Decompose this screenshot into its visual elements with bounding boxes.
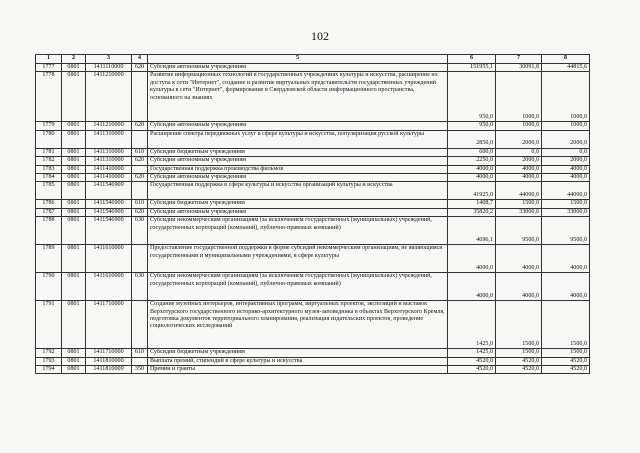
table-row [36, 273, 590, 301]
value-col7: 4520,0 [496, 366, 542, 374]
target-code: 1411810000 [86, 357, 132, 365]
section-code: 0801 [62, 174, 86, 182]
column-header: 4 [132, 55, 148, 64]
target-code: 1411546900 [86, 182, 132, 200]
expense-type [132, 72, 148, 122]
target-code: 1411110000 [86, 64, 132, 72]
value-col7: 0,0 [496, 148, 542, 156]
target-code: 1411310000 [86, 130, 132, 148]
value-col7: 1000,0 [496, 72, 542, 122]
section-code: 0801 [62, 165, 86, 173]
value-col6: 151955,1 [448, 64, 496, 72]
row-number: 1782 [36, 157, 62, 165]
expense-type: 620 [132, 122, 148, 130]
row-number: 1779 [36, 122, 62, 130]
target-code: 1411810000 [86, 366, 132, 374]
section-code: 0801 [62, 357, 86, 365]
value-col7: 44000,0 [496, 182, 542, 200]
value-col8: 4520,0 [542, 357, 590, 365]
expense-type: 610 [132, 148, 148, 156]
row-description: Субсидии бюджетным учреждениям [148, 349, 448, 357]
value-col7: 4000,0 [496, 165, 542, 173]
table-row [36, 357, 590, 365]
row-number: 1778 [36, 72, 62, 122]
row-description: Премии и гранты [148, 366, 448, 374]
column-header: 2 [62, 55, 86, 64]
row-number: 1784 [36, 174, 62, 182]
row-description: Государственная поддержка в сфере культуры и искусства организаций культуры и искусства [148, 182, 448, 200]
value-col6: 600,0 [448, 148, 496, 156]
expense-type [132, 130, 148, 148]
expense-type: 620 [132, 64, 148, 72]
row-number: 1792 [36, 349, 62, 357]
value-col6: 4696,1 [448, 217, 496, 245]
row-number: 1793 [36, 357, 62, 365]
section-code: 0801 [62, 64, 86, 72]
expense-type [132, 301, 148, 349]
value-col8: 1500,0 [542, 349, 590, 357]
target-code: 1411710000 [86, 301, 132, 349]
table-row [36, 130, 590, 148]
row-number: 1777 [36, 64, 62, 72]
expense-type: 620 [132, 208, 148, 216]
section-code: 0801 [62, 273, 86, 301]
value-col6: 950,0 [448, 122, 496, 130]
target-code: 1411210000 [86, 72, 132, 122]
row-number: 1788 [36, 217, 62, 245]
row-number: 1791 [36, 301, 62, 349]
value-col7: 9500,0 [496, 217, 542, 245]
value-col8: 33000,0 [542, 208, 590, 216]
value-col6: 1425,0 [448, 349, 496, 357]
value-col6: 4000,0 [448, 174, 496, 182]
value-col8: 1500,0 [542, 301, 590, 349]
row-number: 1781 [36, 148, 62, 156]
value-col6: 35820,2 [448, 208, 496, 216]
value-col8: 4000,0 [542, 165, 590, 173]
value-col8: 2000,0 [542, 157, 590, 165]
value-col8: 44815,6 [542, 64, 590, 72]
value-col6: 4000,0 [448, 245, 496, 273]
target-code: 1411210000 [86, 122, 132, 130]
value-col6: 4000,0 [448, 273, 496, 301]
expense-type: 630 [132, 217, 148, 245]
row-description: Субсидии некоммерческим организациям (за исключением государственных (муниципальных) учреждений, государственных корпораций (компаний), публично-правовых компаний) [148, 217, 448, 245]
table-row [36, 148, 590, 156]
section-code: 0801 [62, 200, 86, 208]
value-col7: 4000,0 [496, 174, 542, 182]
expense-type: 350 [132, 366, 148, 374]
column-header: 8 [542, 55, 590, 64]
value-col6: 41925,0 [448, 182, 496, 200]
row-description: Субсидии автономным учреждениям [148, 174, 448, 182]
value-col7: 4520,0 [496, 357, 542, 365]
row-description: Субсидии автономным учреждениям [148, 208, 448, 216]
row-description: Создание музейных интерьеров, интерактивных программ, виртуальных проектов, экспозиций и выставок Верхотурского государственного историко-архитектурного музея-заповедника в объектах Верхотурского Кремля, подготовка документов территориального планирования, реализация издательских проектов, проведение социологических исследований [148, 301, 448, 349]
row-number: 1787 [36, 208, 62, 216]
value-col7: 1500,0 [496, 200, 542, 208]
table-row [36, 301, 590, 349]
expense-type [132, 182, 148, 200]
table-header-row [36, 55, 590, 64]
section-code: 0801 [62, 130, 86, 148]
table-row [36, 174, 590, 182]
section-code: 0801 [62, 157, 86, 165]
value-col8: 4000,0 [542, 273, 590, 301]
section-code: 0801 [62, 301, 86, 349]
value-col6: 1408,7 [448, 200, 496, 208]
page-number: 102 [311, 29, 329, 43]
row-description: Субсидии автономным учреждениям [148, 122, 448, 130]
value-col7: 1500,0 [496, 301, 542, 349]
section-code: 0801 [62, 349, 86, 357]
target-code: 1411546900 [86, 208, 132, 216]
value-col6: 4520,0 [448, 357, 496, 365]
expense-type: 610 [132, 349, 148, 357]
row-description: Государственная поддержка производства фильмов [148, 165, 448, 173]
section-code: 0801 [62, 148, 86, 156]
row-description: Развитие информационных технологий в государственных учреждениях культуры и искусства, расширение их доступа к сети "Интернет", создание и развитие виртуальных представительств государственных учреждений культуры в сети "Интернет", формирование в Свердловской области информационного пространства, основанного на знаниях [148, 72, 448, 122]
value-col8: 1000,0 [542, 122, 590, 130]
row-description: Субсидии автономным учреждениям [148, 157, 448, 165]
table-row [36, 217, 590, 245]
budget-table-container [35, 54, 589, 374]
table-row [36, 366, 590, 374]
value-col8: 9500,0 [542, 217, 590, 245]
target-code: 1411610000 [86, 245, 132, 273]
table-row [36, 208, 590, 216]
expense-type [132, 165, 148, 173]
value-col8: 1500,0 [542, 200, 590, 208]
value-col8: 1000,0 [542, 72, 590, 122]
table-row [36, 200, 590, 208]
row-number: 1790 [36, 273, 62, 301]
row-number: 1794 [36, 366, 62, 374]
expense-type: 620 [132, 157, 148, 165]
row-description: Предоставление государственной поддержки в форме субсидий некоммерческим организациям, не являющимся государственными и муниципальными учреждениями, в сфере культуры [148, 245, 448, 273]
row-number: 1780 [36, 130, 62, 148]
row-number: 1786 [36, 200, 62, 208]
value-col6: 950,0 [448, 72, 496, 122]
row-description: Выплата премий, стипендий в сфере культуры и искусства [148, 357, 448, 365]
section-code: 0801 [62, 208, 86, 216]
target-code: 1411310000 [86, 148, 132, 156]
table-row [36, 64, 590, 72]
table-row [36, 349, 590, 357]
row-description: Субсидии автономным учреждениям [148, 64, 448, 72]
table-row [36, 245, 590, 273]
row-number: 1785 [36, 182, 62, 200]
section-code: 0801 [62, 72, 86, 122]
target-code: 1411546900 [86, 200, 132, 208]
table-body [36, 64, 590, 374]
value-col6: 4520,0 [448, 366, 496, 374]
value-col6: 2250,0 [448, 157, 496, 165]
target-code: 1411410000 [86, 165, 132, 173]
column-header: 1 [36, 55, 62, 64]
table-row [36, 182, 590, 200]
value-col6: 2850,0 [448, 130, 496, 148]
value-col7: 2000,0 [496, 130, 542, 148]
row-description: Субсидии бюджетным учреждениям [148, 148, 448, 156]
section-code: 0801 [62, 122, 86, 130]
value-col8: 0,0 [542, 148, 590, 156]
column-header: 7 [496, 55, 542, 64]
section-code: 0801 [62, 366, 86, 374]
value-col7: 4000,0 [496, 273, 542, 301]
row-description: Субсидии некоммерческим организациям (за исключением государственных (муниципальных) учреждений, государственных корпораций (компаний), публично-правовых компаний) [148, 273, 448, 301]
value-col8: 2000,0 [542, 130, 590, 148]
expense-type: 620 [132, 174, 148, 182]
target-code: 1411710000 [86, 349, 132, 357]
value-col6: 4000,0 [448, 165, 496, 173]
value-col7: 33000,0 [496, 208, 542, 216]
target-code: 1411610000 [86, 273, 132, 301]
table-row [36, 122, 590, 130]
value-col6: 1425,0 [448, 301, 496, 349]
table-row [36, 157, 590, 165]
row-number: 1783 [36, 165, 62, 173]
target-code: 1411546900 [86, 217, 132, 245]
column-header: 5 [148, 55, 448, 64]
value-col8: 4000,0 [542, 245, 590, 273]
column-header: 3 [86, 55, 132, 64]
value-col7: 1000,0 [496, 122, 542, 130]
value-col7: 2000,0 [496, 157, 542, 165]
target-code: 1411410000 [86, 174, 132, 182]
value-col7: 1500,0 [496, 349, 542, 357]
value-col7: 30091,8 [496, 64, 542, 72]
section-code: 0801 [62, 245, 86, 273]
expense-type: 630 [132, 273, 148, 301]
table-row [36, 165, 590, 173]
value-col8: 4000,0 [542, 174, 590, 182]
value-col7: 4000,0 [496, 245, 542, 273]
column-header: 6 [448, 55, 496, 64]
section-code: 0801 [62, 182, 86, 200]
section-code: 0801 [62, 217, 86, 245]
expense-type: 610 [132, 200, 148, 208]
row-description: Субсидии бюджетным учреждениям [148, 200, 448, 208]
value-col8: 44000,0 [542, 182, 590, 200]
expense-type [132, 245, 148, 273]
value-col8: 4520,0 [542, 366, 590, 374]
expense-type [132, 357, 148, 365]
budget-table [35, 54, 590, 374]
row-description: Расширение спектра передвижных услуг в сфере культуры и искусства, популяризация русской культуры [148, 130, 448, 148]
table-row [36, 72, 590, 122]
target-code: 1411310000 [86, 157, 132, 165]
row-number: 1789 [36, 245, 62, 273]
